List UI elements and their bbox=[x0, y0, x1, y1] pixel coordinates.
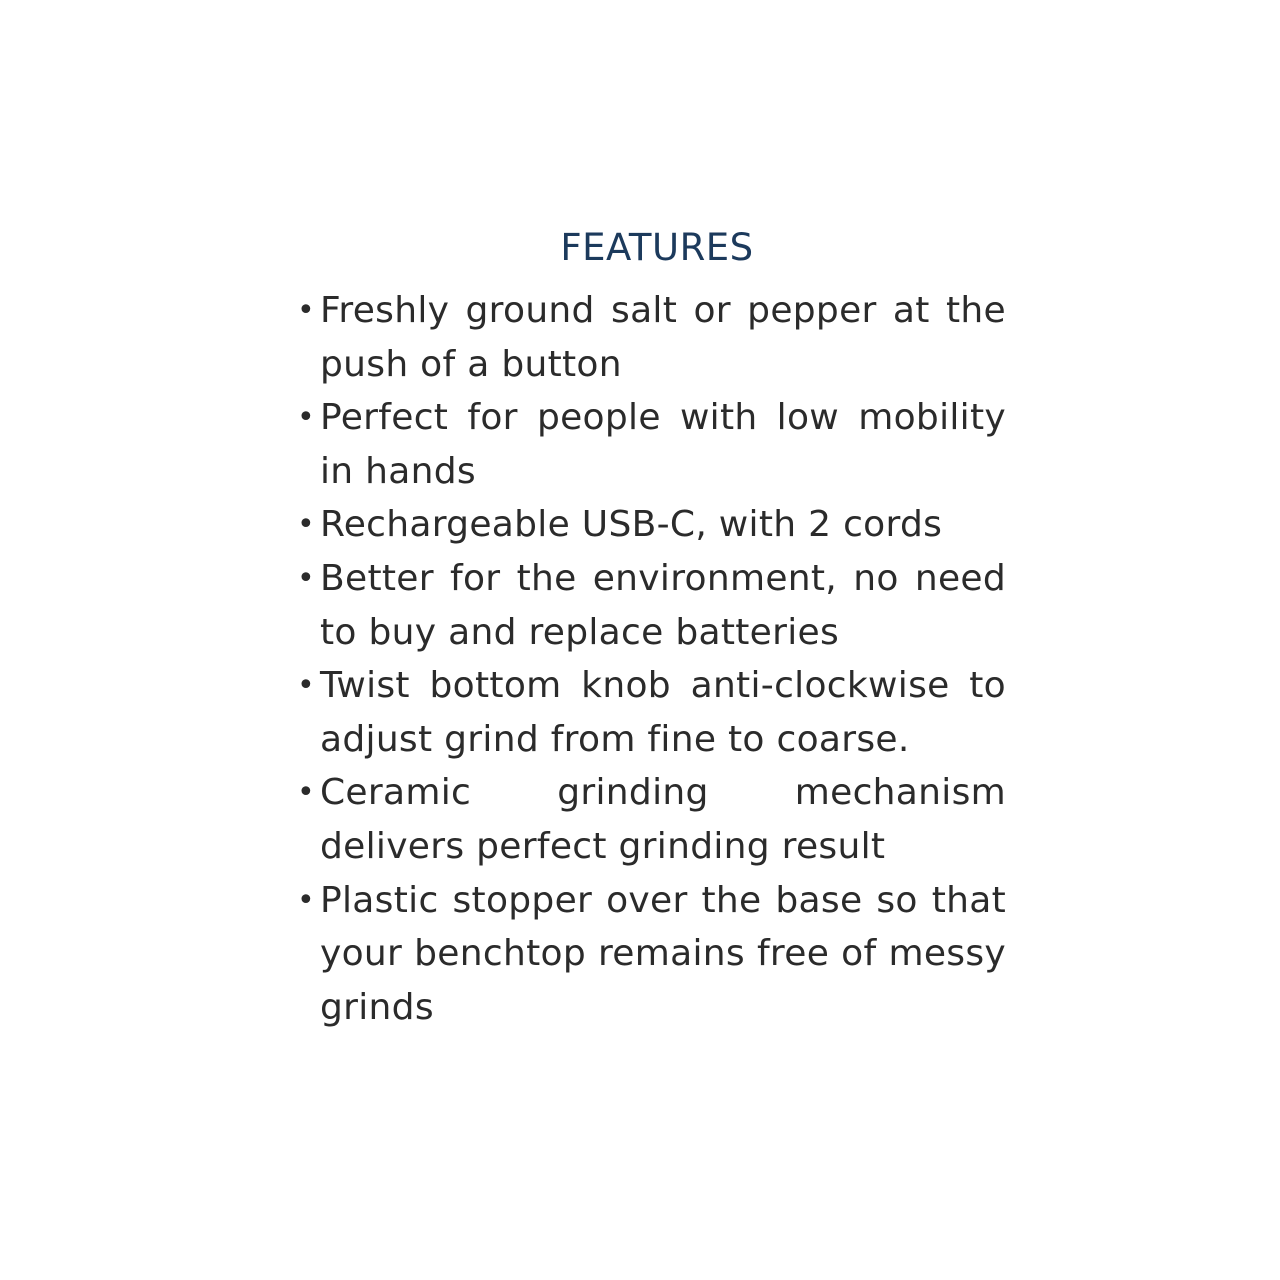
features-card bbox=[296, 222, 1006, 1034]
features-list bbox=[296, 284, 1006, 1034]
feature-text: Better for the environment, no need to buy and replace batteries bbox=[320, 557, 1006, 653]
bullet-icon: • bbox=[297, 775, 315, 811]
feature-text: Ceramic grinding mechanism delivers perfect grinding result bbox=[320, 772, 1006, 867]
feature-text: Rechargeable USB-C, with 2 cords bbox=[320, 504, 943, 546]
bullet-icon: • bbox=[297, 560, 315, 596]
bullet-icon: • bbox=[297, 882, 315, 918]
bullet-icon: • bbox=[297, 400, 315, 436]
feature-item bbox=[296, 766, 1006, 873]
feature-item bbox=[296, 552, 1006, 659]
features-heading: FEATURES bbox=[560, 226, 754, 269]
feature-item bbox=[296, 498, 1006, 552]
feature-item bbox=[296, 874, 1006, 1035]
feature-item bbox=[296, 284, 1006, 391]
feature-text: Freshly ground salt or pepper at the push of a button bbox=[320, 290, 1006, 385]
feature-text: Plastic stopper over the base so that your benchtop remains free of messy grinds bbox=[320, 879, 1006, 1028]
bullet-icon: • bbox=[297, 293, 315, 328]
feature-item bbox=[296, 659, 1006, 766]
bullet-icon: • bbox=[297, 668, 315, 704]
feature-text: Twist bottom knob anti-clockwise to adjust grind from fine to coarse. bbox=[320, 665, 1006, 760]
feature-item bbox=[296, 391, 1006, 498]
feature-text: Perfect for people with low mobility in hands bbox=[320, 397, 1006, 492]
bullet-icon: • bbox=[297, 507, 315, 543]
